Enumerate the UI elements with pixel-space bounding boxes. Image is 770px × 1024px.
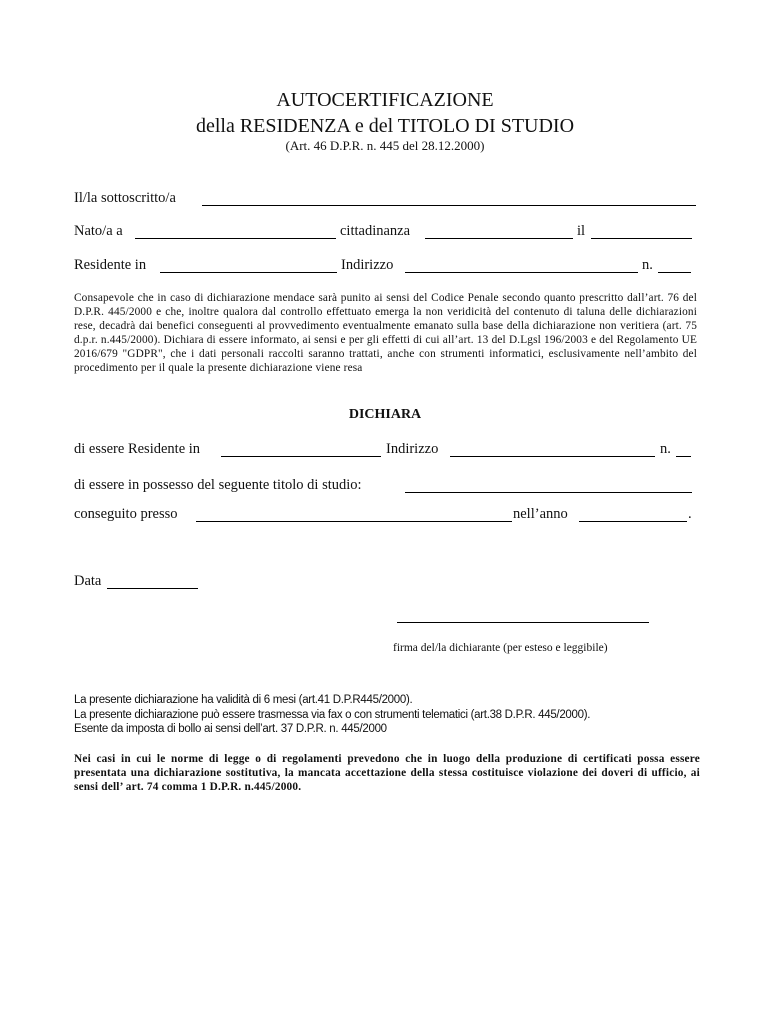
nato-label: Nato/a a [74,223,123,239]
data-nascita-field[interactable] [591,238,692,239]
sottoscritto-label: Il/la sottoscritto/a [74,190,176,206]
notes-block [74,693,590,737]
note-bollo: Esente da imposta di bollo ai sensi dell’art. 37 D.P.R. n. 445/2000 [74,723,387,736]
conseguito-field[interactable] [196,521,512,522]
note-validita: La presente dichiarazione ha validità di 6 mesi (art.41 D.P.R445/2000). [74,694,413,706]
titolo-field[interactable] [405,492,692,493]
dichiara-numero-label: n. [660,441,671,457]
anno-label: nell’anno [513,506,568,522]
residente-field[interactable] [160,272,337,273]
dichiara-numero-field[interactable] [676,456,691,457]
document-subtitle: della RESIDENZA e del TITOLO DI STUDIO [195,115,575,137]
luogo-nascita-field[interactable] [135,238,336,239]
data-field[interactable] [107,588,198,589]
data-nascita-label: il [577,223,586,239]
dichiara-residente-label: di essere Residente in [74,441,201,457]
dichiara-residenza-row [74,441,696,461]
document-title: AUTOCERTIFICAZIONE [276,89,494,111]
data-row [74,573,274,593]
dichiara-indirizzo-label: Indirizzo [386,441,439,457]
note-trasmissione: La presente dichiarazione può essere trasmessa via fax o con strumenti telematici (art.38 D.P.R. 445/2000). [74,708,591,721]
titolo-label: di essere in possesso del seguente titolo di studio: [74,477,362,493]
titolo-row [74,477,696,497]
dichiara-residente-field[interactable] [221,456,381,457]
residente-label: Residente in [74,257,147,273]
conseguito-row [74,506,696,526]
conseguito-label: conseguito presso [74,506,178,522]
mancata-accettazione-paragraph: Nei casi in cui le norme di legge o di regolamenti prevedono che in luogo della produzione di certificati possa essere presentata una dichiarazione sostitutiva, la mancata accettazione della stessa costituisce violazione dei doveri di ufficio, ai sensi dell’ art. 74 comma 1 D.P.R. n.445/2000. [74,753,700,794]
data-label: Data [74,573,102,589]
firma-field[interactable] [397,622,649,623]
cittadinanza-field[interactable] [425,238,573,239]
numero-field[interactable] [658,272,691,273]
nascita-row [74,223,696,243]
sottoscritto-field[interactable] [202,205,696,206]
cittadinanza-label: cittadinanza [340,223,411,239]
indirizzo-label: Indirizzo [341,257,394,273]
legal-reference: (Art. 46 D.P.R. n. 445 del 28.12.2000) [285,138,485,153]
sottoscritto-row [74,190,696,210]
dichiara-indirizzo-field[interactable] [450,456,655,457]
consapevole-paragraph: Consapevole che in caso di dichiarazione mendace sarà punito ai sensi del Codice Penale secondo quanto prescritto dall’art. 76 del D.P.R. 445/2000 e che, inoltre qualora dal controllo effettuato emerga la non veridicità del contenuto di taluna delle dichiarazioni rese, decadrà dai benefici conseguenti al provvedimento eventualmente emanato sulla base della dichiarazione non veritiera (art. 75 d.p.r. n.445/2000). Dichiara di essere informato, ai sensi e per gli effetti di cui all’art. 13 del D.Lgsl 196/2003 e del Regolamento UE 2016/679 "GDPR", che i dati personali raccolti saranno trattati, anche con strumenti informatici, esclusivamente nell’ambito del procedimento per il quale la presente dichiarazione viene resa [74,292,697,374]
firma-caption: firma del/la dichiarante (per esteso e leggibile) [393,642,608,654]
dichiara-heading: DICHIARA [348,407,422,422]
numero-label: n. [642,257,653,273]
residenza-row [74,257,696,277]
indirizzo-field[interactable] [405,272,638,273]
anno-period: . [688,506,692,522]
anno-field[interactable] [579,521,687,522]
